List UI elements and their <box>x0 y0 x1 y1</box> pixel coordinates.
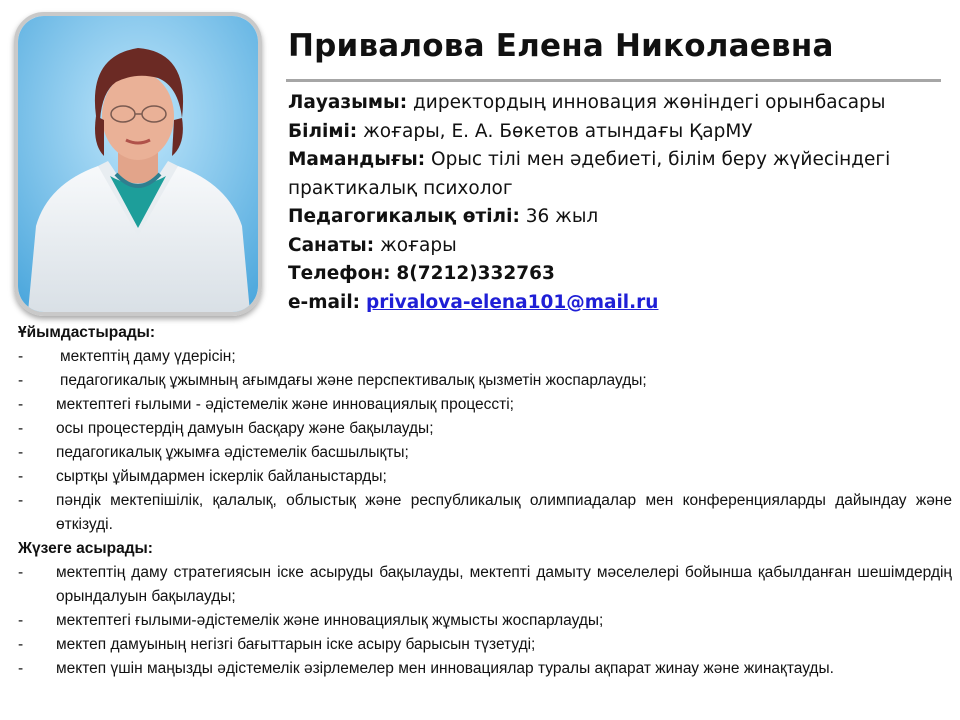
position-label: Лауазымы: <box>288 92 408 113</box>
experience-row <box>288 203 948 232</box>
list-item-text: сыртқы ұйымдармен іскерлік байланыстарды; <box>56 468 387 485</box>
implements-heading: Жүзеге асырады: <box>18 540 153 557</box>
portrait-illustration <box>18 16 258 312</box>
education-row <box>288 118 948 147</box>
position-row <box>288 89 948 118</box>
list-item-text: педагогикалық ұжымға әдістемелік басшылықты; <box>56 444 409 461</box>
experience-label: Педагогикалық өтілі: <box>288 206 520 227</box>
dash-marker: - <box>18 396 24 413</box>
specialty-value: Орыс тілі мен әдебиеті, білім беру жүйесіндегі практикалық психолог <box>288 149 891 199</box>
dash-marker: - <box>18 612 24 629</box>
list-item <box>18 633 952 657</box>
phone-value: 8(7212)332763 <box>396 263 555 284</box>
email-row <box>288 289 948 318</box>
list-item <box>18 417 952 441</box>
dash-marker: - <box>18 468 24 485</box>
list-item <box>18 441 952 465</box>
divider <box>286 79 941 82</box>
list-item-text: педагогикалық ұжымның ағымдағы және перспективалық қызметін жоспарлауды; <box>60 372 647 389</box>
dash-marker: - <box>18 636 24 653</box>
list-item <box>18 369 952 393</box>
dash-marker: - <box>18 492 24 509</box>
list-item <box>18 609 952 633</box>
list-item <box>18 345 952 369</box>
dash-marker: - <box>18 444 24 461</box>
category-label: Санаты: <box>288 234 375 256</box>
person-name: Привалова Елена Николаевна <box>288 28 834 64</box>
specialty-row <box>288 146 948 203</box>
duties-section <box>18 321 952 681</box>
organizes-heading: Ұйымдастырады: <box>18 324 156 341</box>
info-block <box>288 89 948 317</box>
list-item-text: мектептің даму үдерісін; <box>60 348 236 365</box>
email-link[interactable]: privalova-elena101@mail.ru <box>365 291 659 313</box>
dash-marker: - <box>18 372 24 389</box>
dash-marker: - <box>18 660 24 677</box>
education-label: Білімі: <box>288 120 358 142</box>
position-value: директордың инновация жөніндегі орынбасары <box>413 92 886 113</box>
list-item-text: мектептегі ғылыми-әдістемелік және инновациялық жұмысты жоспарлауды; <box>56 612 604 629</box>
list-item-text: мектептің даму стратегиясын іске асыруды бақылауды, мектепті дамыту мәселелері бойынша қабылданған шешімдердің орындалуын бақылауды; <box>56 564 952 605</box>
list-item-text: осы процестердің дамуын басқару және бақылауды; <box>56 420 434 437</box>
education-value: жоғары, Е. А. Бөкетов атындағы ҚарМУ <box>363 120 753 142</box>
list-item-text: мектептегі ғылыми - әдістемелік және инновациялық процессті; <box>56 396 514 413</box>
email-label: e-mail: <box>288 291 361 313</box>
portrait-photo <box>14 12 262 316</box>
list-item <box>18 657 952 681</box>
phone-row <box>288 260 948 289</box>
dash-marker: - <box>18 420 24 437</box>
category-value: жоғары <box>380 234 457 256</box>
category-row <box>288 232 948 261</box>
list-item-text: мектеп үшін маңызды әдістемелік әзірлемелер мен инновациялар туралы ақпарат жинау және жинақтауды. <box>56 660 834 677</box>
experience-value: 36 жыл <box>525 206 599 227</box>
list-item <box>18 561 952 609</box>
specialty-label: Мамандығы: <box>288 149 426 170</box>
list-item-text: мектеп дамуының негізгі бағыттарын іске асыру барысын түзетуді; <box>56 636 536 653</box>
phone-label: Телефон: <box>288 263 391 284</box>
list-item <box>18 465 952 489</box>
list-item-text: пәндік мектепішілік, қалалық, облыстық және республикалық олимпиадалар мен конференцияларды дайындау және өткізуді. <box>56 492 952 533</box>
list-item <box>18 489 952 537</box>
dash-marker: - <box>18 348 24 365</box>
list-item <box>18 393 952 417</box>
dash-marker: - <box>18 564 24 581</box>
